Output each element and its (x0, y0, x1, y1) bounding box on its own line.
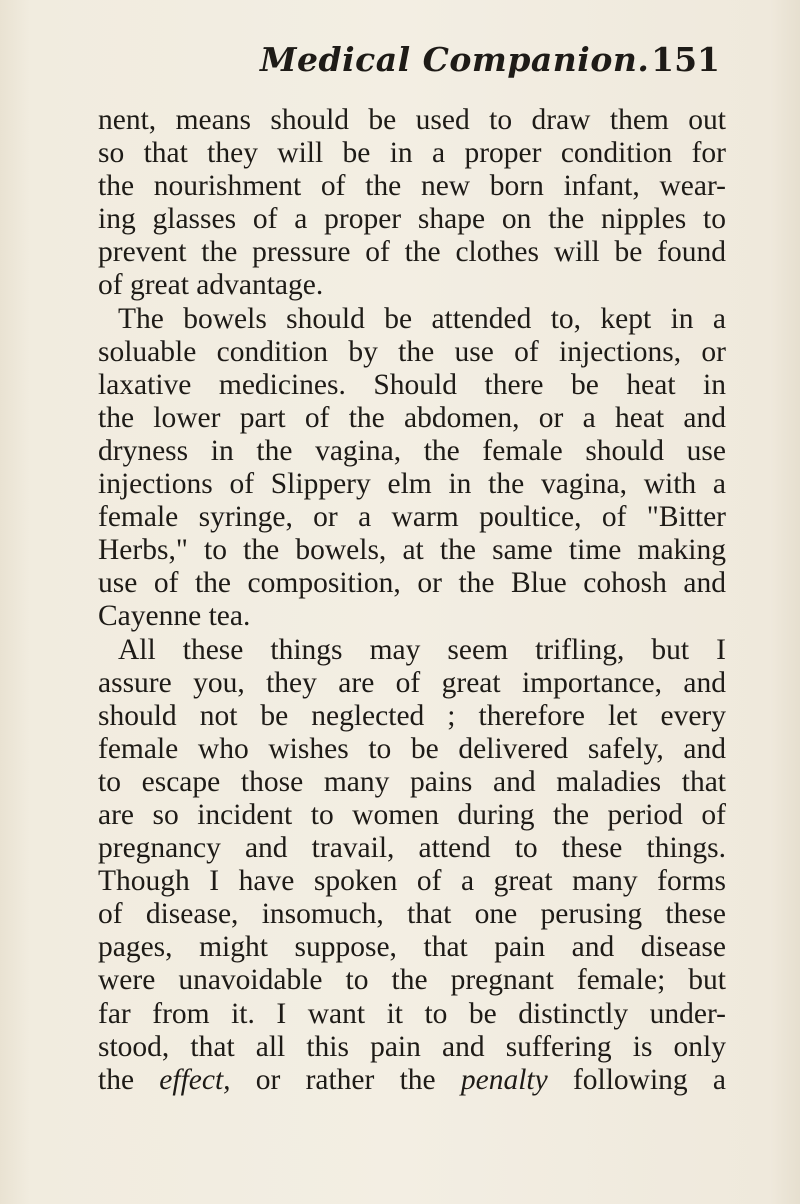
running-head (100, 40, 720, 88)
text-line: assure you, they are of great importance, and (98, 666, 726, 699)
text-line: of great advantage. (98, 269, 324, 302)
text-line: The bowels should be attended to, kept in a (118, 302, 726, 335)
text-line: pregnancy and travail, attend to these things. (98, 832, 726, 865)
text-line: use of the composition, or the Blue cohosh and (98, 567, 726, 600)
text-line: the lower part of the abdomen, or a heat and (98, 401, 726, 434)
text-line: Though I have spoken of a great many forms (98, 865, 726, 898)
text-line: ing glasses of a proper shape on the nipples to (98, 203, 726, 236)
text-line: were unavoidable to the pregnant female; but (98, 964, 726, 997)
text-line-last (98, 1064, 726, 1097)
text-line: to escape those many pains and maladies that (98, 765, 726, 798)
text-line: soluable condition by the use of injections, or (98, 335, 726, 368)
text-run: or rather the (255, 1063, 436, 1096)
italic-word-effect: effect, (159, 1063, 231, 1096)
text-line: Cayenne tea. (98, 600, 251, 633)
text-run: following a (572, 1063, 726, 1096)
text-line: dryness in the vagina, the female should use (98, 434, 726, 467)
page-number: 151 (651, 40, 720, 79)
text-line: the nourishment of the new born infant, wear- (98, 170, 726, 203)
text-line: All these things may seem trifling, but I (118, 633, 726, 666)
running-title: Medical Companion. (260, 40, 650, 79)
text-line: nent, means should be used to draw them out (98, 104, 726, 136)
text-line: far from it. I want it to be distinctly under- (98, 997, 726, 1030)
text-line: female who wishes to be delivered safely, and (98, 732, 726, 765)
text-line: stood, that all this pain and suffering is only (98, 1030, 726, 1063)
body-text (98, 104, 726, 1097)
text-line: should not be neglected ; therefore let every (98, 699, 726, 732)
text-line: so that they will be in a proper condition for (98, 137, 726, 170)
text-line: Herbs," to the bowels, at the same time making (98, 534, 726, 567)
text-line: injections of Slippery elm in the vagina, with a (98, 468, 726, 501)
text-line: prevent the pressure of the clothes will be found (98, 236, 726, 269)
text-line: of disease, insomuch, that one perusing these (98, 898, 726, 931)
text-line: laxative medicines. Should there be heat in (98, 368, 726, 401)
text-run: the (98, 1063, 135, 1096)
text-line: female syringe, or a warm poultice, of "Bitter (98, 501, 726, 534)
text-line: are so incident to women during the period of (98, 798, 726, 831)
text-line: pages, might suppose, that pain and disease (98, 931, 726, 964)
italic-word-penalty: penalty (460, 1063, 548, 1096)
